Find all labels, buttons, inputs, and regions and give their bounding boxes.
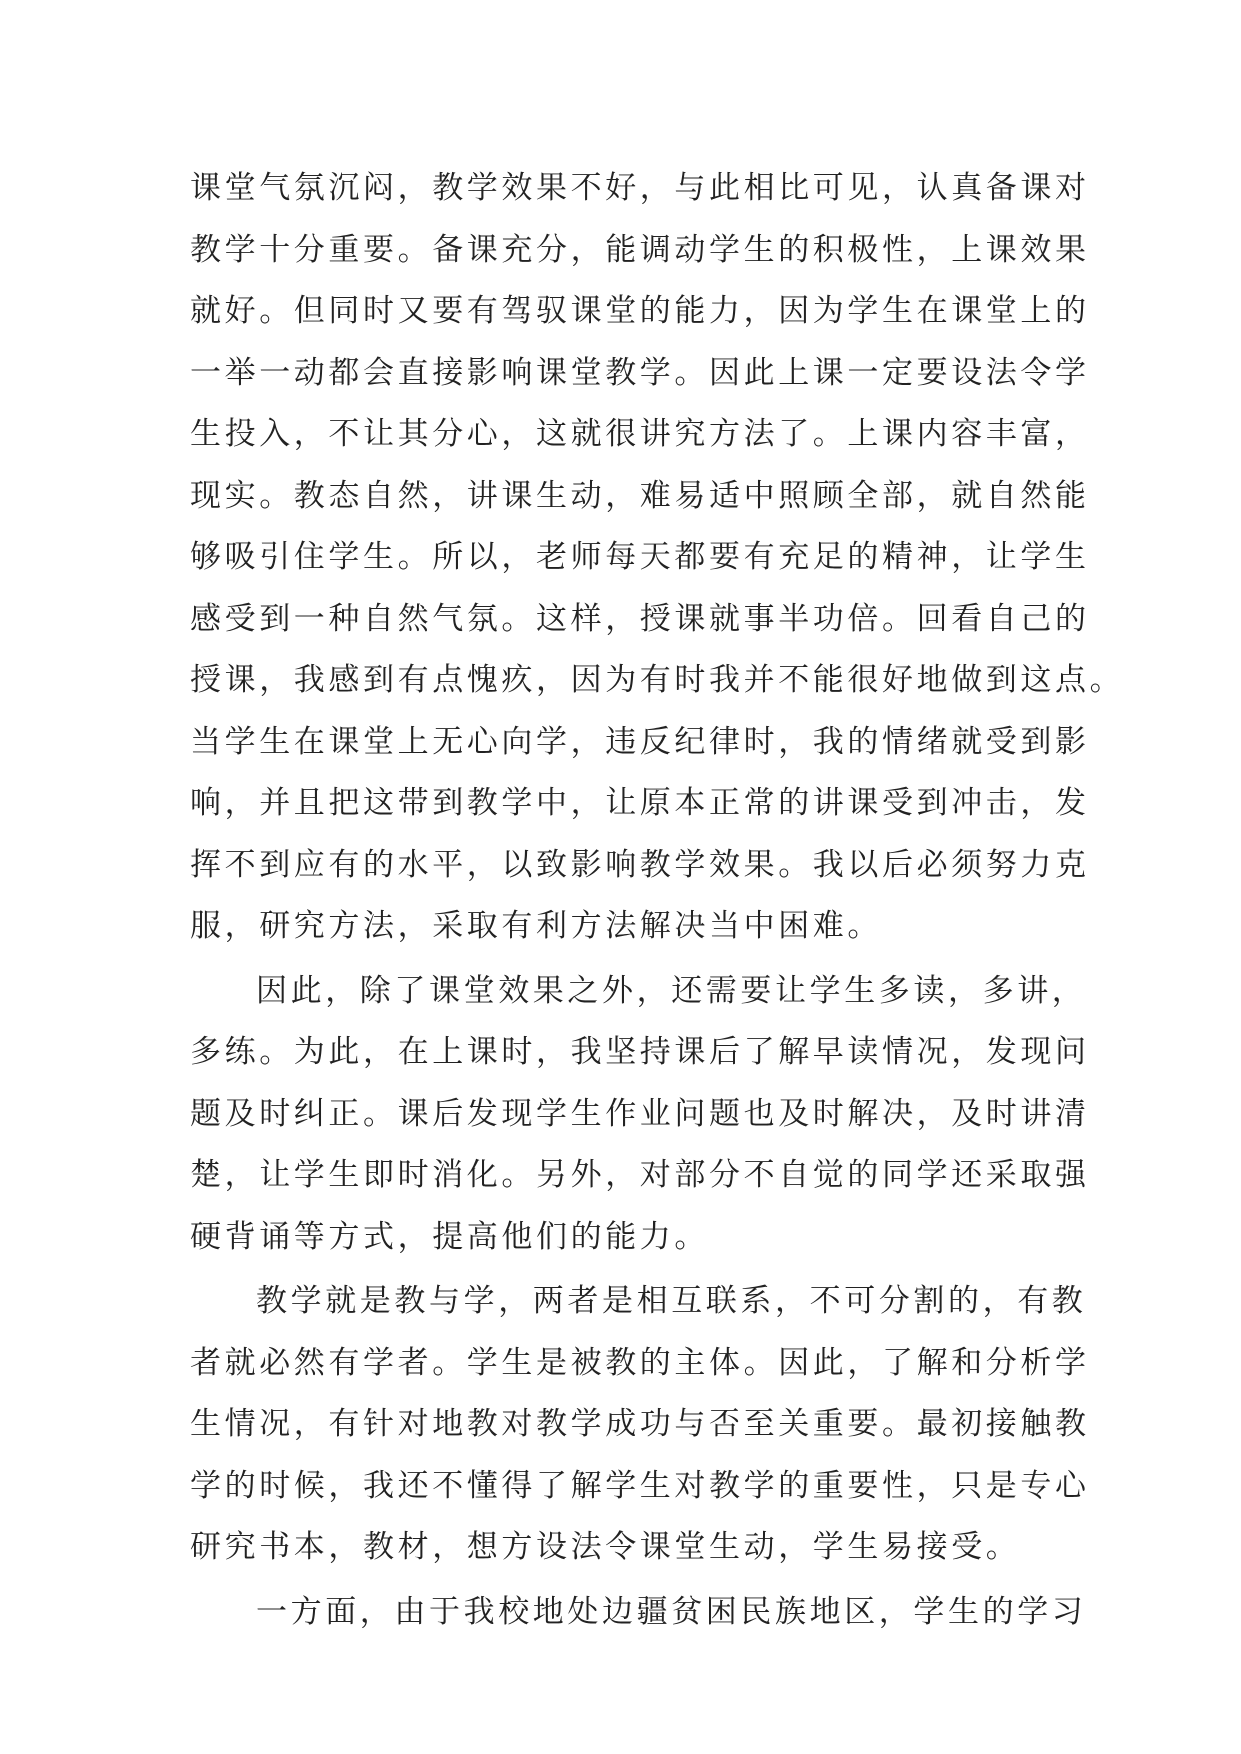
- text-line: 感受到一种自然气氛。这样，授课就事半功倍。回看自己的: [190, 600, 1090, 637]
- text-line: 课堂气氛沉闷，教学效果不好，与此相比可见，认真备课对: [190, 170, 1090, 206]
- text-line: 够吸引住学生。所以，老师每天都要有充足的精神，让学生: [190, 539, 1090, 575]
- text-line: 挥不到应有的水平，以致影响教学效果。我以后必须努力克: [190, 846, 1090, 883]
- text-line: 者就必然有学者。学生是被教的主体。因此，了解和分析学: [190, 1344, 1090, 1381]
- text-line: 生情况，有针对地教对教学成功与否至关重要。最初接触教: [190, 1406, 1090, 1442]
- text-line: 授课，我感到有点愧疚，因为有时我并不能很好地做到这点。: [190, 662, 1125, 698]
- paragraph-4: [190, 1582, 1087, 1644]
- text-line: 就好。但同时又要有驾驭课堂的能力，因为学生在课堂上的: [190, 293, 1090, 329]
- text-line: 响，并且把这带到教学中，让原本正常的讲课受到冲击，发: [190, 785, 1090, 821]
- paragraph-2: [190, 961, 1090, 1269]
- text-line: 教学就是教与学，两者是相互联系，不可分割的，有教: [256, 1283, 1087, 1319]
- text-line: 教学十分重要。备课充分，能调动学生的积极性，上课效果: [190, 231, 1090, 268]
- text-line: 硬背诵等方式，提高他们的能力。: [190, 1218, 709, 1255]
- text-line: 题及时纠正。课后发现学生作业问题也及时解决，及时讲清: [190, 1095, 1090, 1132]
- text-line: 研究书本，教材，想方设法令课堂生动，学生易接受。: [190, 1529, 1021, 1565]
- text-line: 一举一动都会直接影响课堂教学。因此上课一定要设法令学: [190, 354, 1090, 391]
- paragraph-3: [190, 1271, 1090, 1579]
- text-line: 多练。为此，在上课时，我坚持课后了解早读情况，发现问: [190, 1034, 1090, 1070]
- text-line: 生投入，不让其分心，这就很讲究方法了。上课内容丰富，: [190, 416, 1090, 452]
- text-line: 现实。教态自然，讲课生动，难易适中照顾全部，就自然能: [190, 477, 1090, 514]
- paragraph-1: [190, 158, 1125, 958]
- body-text: [190, 158, 1125, 1643]
- text-line: 一方面，由于我校地处边疆贫困民族地区，学生的学习: [256, 1593, 1087, 1630]
- text-line: 楚，让学生即时消化。另外，对部分不自觉的同学还采取强: [190, 1157, 1090, 1193]
- text-line: 学的时候，我还不懂得了解学生对教学的重要性，只是专心: [190, 1467, 1090, 1504]
- text-line: 因此，除了课堂效果之外，还需要让学生多读，多讲，: [256, 972, 1087, 1009]
- text-line: 当学生在课堂上无心向学，违反纪律时，我的情绪就受到影: [190, 723, 1090, 760]
- text-line: 服，研究方法，采取有利方法解决当中困难。: [190, 908, 882, 944]
